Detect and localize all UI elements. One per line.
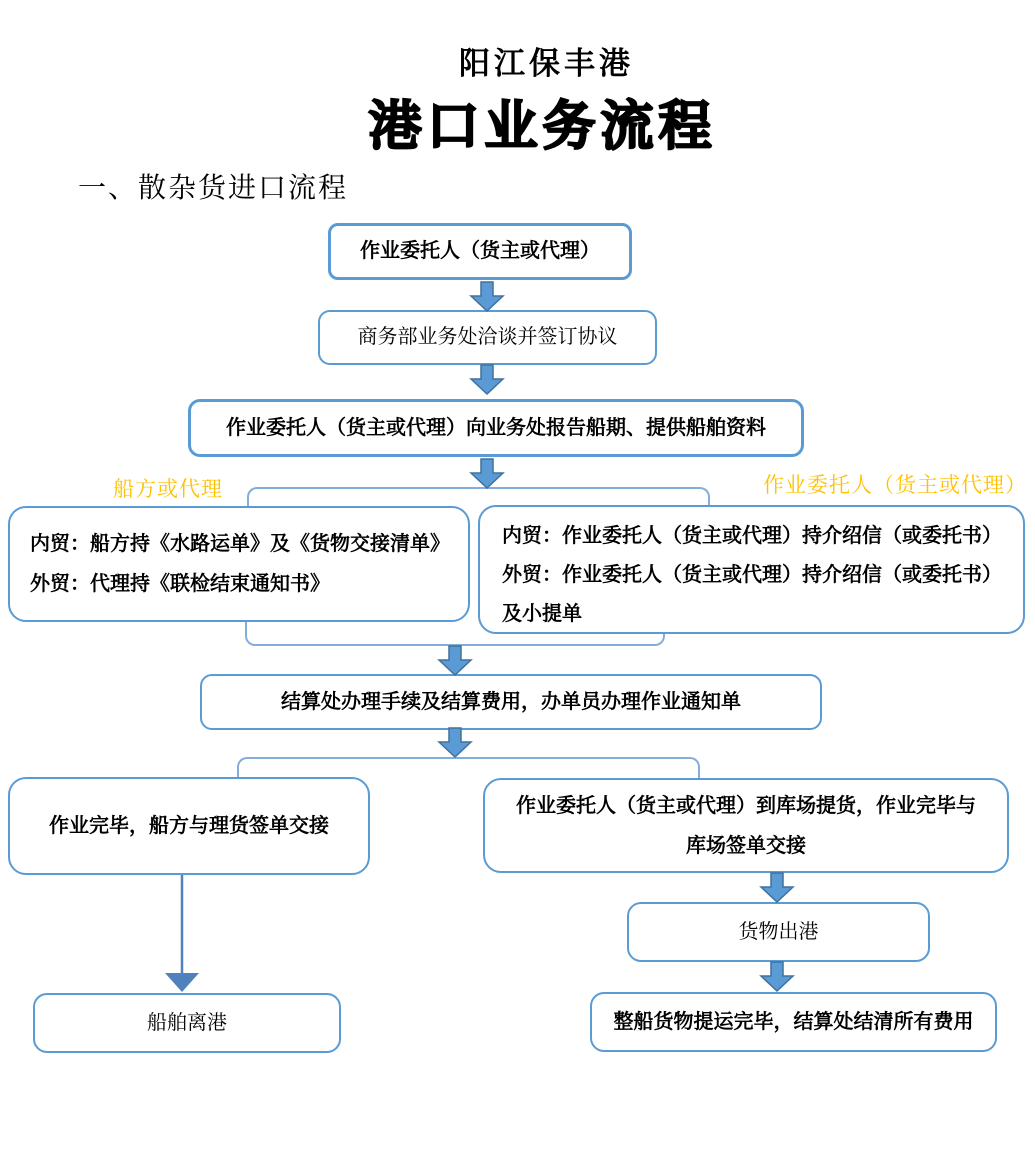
node-tally-handover: 作业完毕，船方与理货签单交接 <box>8 777 370 875</box>
down-arrow-icon <box>759 872 795 903</box>
node-client-documents-line2: 外贸：作业委托人（货主或代理）持介绍信（或委托书） <box>502 564 1002 586</box>
node-ship-departure: 船舶离港 <box>33 993 341 1053</box>
down-arrow-icon <box>437 727 473 758</box>
node-final-settlement: 整船货物提运完毕，结算处结清所有费用 <box>590 992 997 1052</box>
node-settlement: 结算处办理手续及结算费用，办单员办理作业通知单 <box>200 674 822 730</box>
node-cargo-out: 货物出港 <box>627 902 930 962</box>
down-arrow-icon <box>469 458 505 489</box>
node-client-documents-line3: 及小提单 <box>502 603 582 625</box>
branch-label-client-side: 作业委托人（货主或代理） <box>763 473 1027 497</box>
branch-label-ship-side: 船方或代理 <box>113 477 223 501</box>
node-client: 作业委托人（货主或代理） <box>328 223 632 280</box>
node-client-documents-line1: 内贸：作业委托人（货主或代理）持介绍信（或委托书） <box>502 525 1002 547</box>
down-arrow-icon <box>759 961 795 992</box>
node-negotiate: 商务部业务处洽谈并签订协议 <box>318 310 657 365</box>
down-arrow-icon <box>469 364 505 395</box>
down-line-arrow-icon <box>164 875 200 993</box>
node-ship-documents <box>8 506 470 622</box>
main-title: 港口业务流程 <box>368 97 717 156</box>
node-warehouse-pickup: 作业委托人（货主或代理）到库场提货，作业完毕与库场签单交接 <box>483 778 1009 873</box>
node-ship-documents-line1: 内贸：船方持《水路运单》及《货物交接清单》 <box>30 533 450 555</box>
node-report-ship-schedule: 作业委托人（货主或代理）向业务处报告船期、提供船舶资料 <box>188 399 804 457</box>
header-title: 阳江保丰港 <box>459 46 634 81</box>
down-arrow-icon <box>469 281 505 312</box>
section-heading: 一、散杂货进口流程 <box>78 173 349 204</box>
node-ship-documents-line2: 外贸：代理持《联检结束通知书》 <box>30 573 330 595</box>
down-arrow-icon <box>437 645 473 676</box>
node-client-documents <box>478 505 1025 634</box>
